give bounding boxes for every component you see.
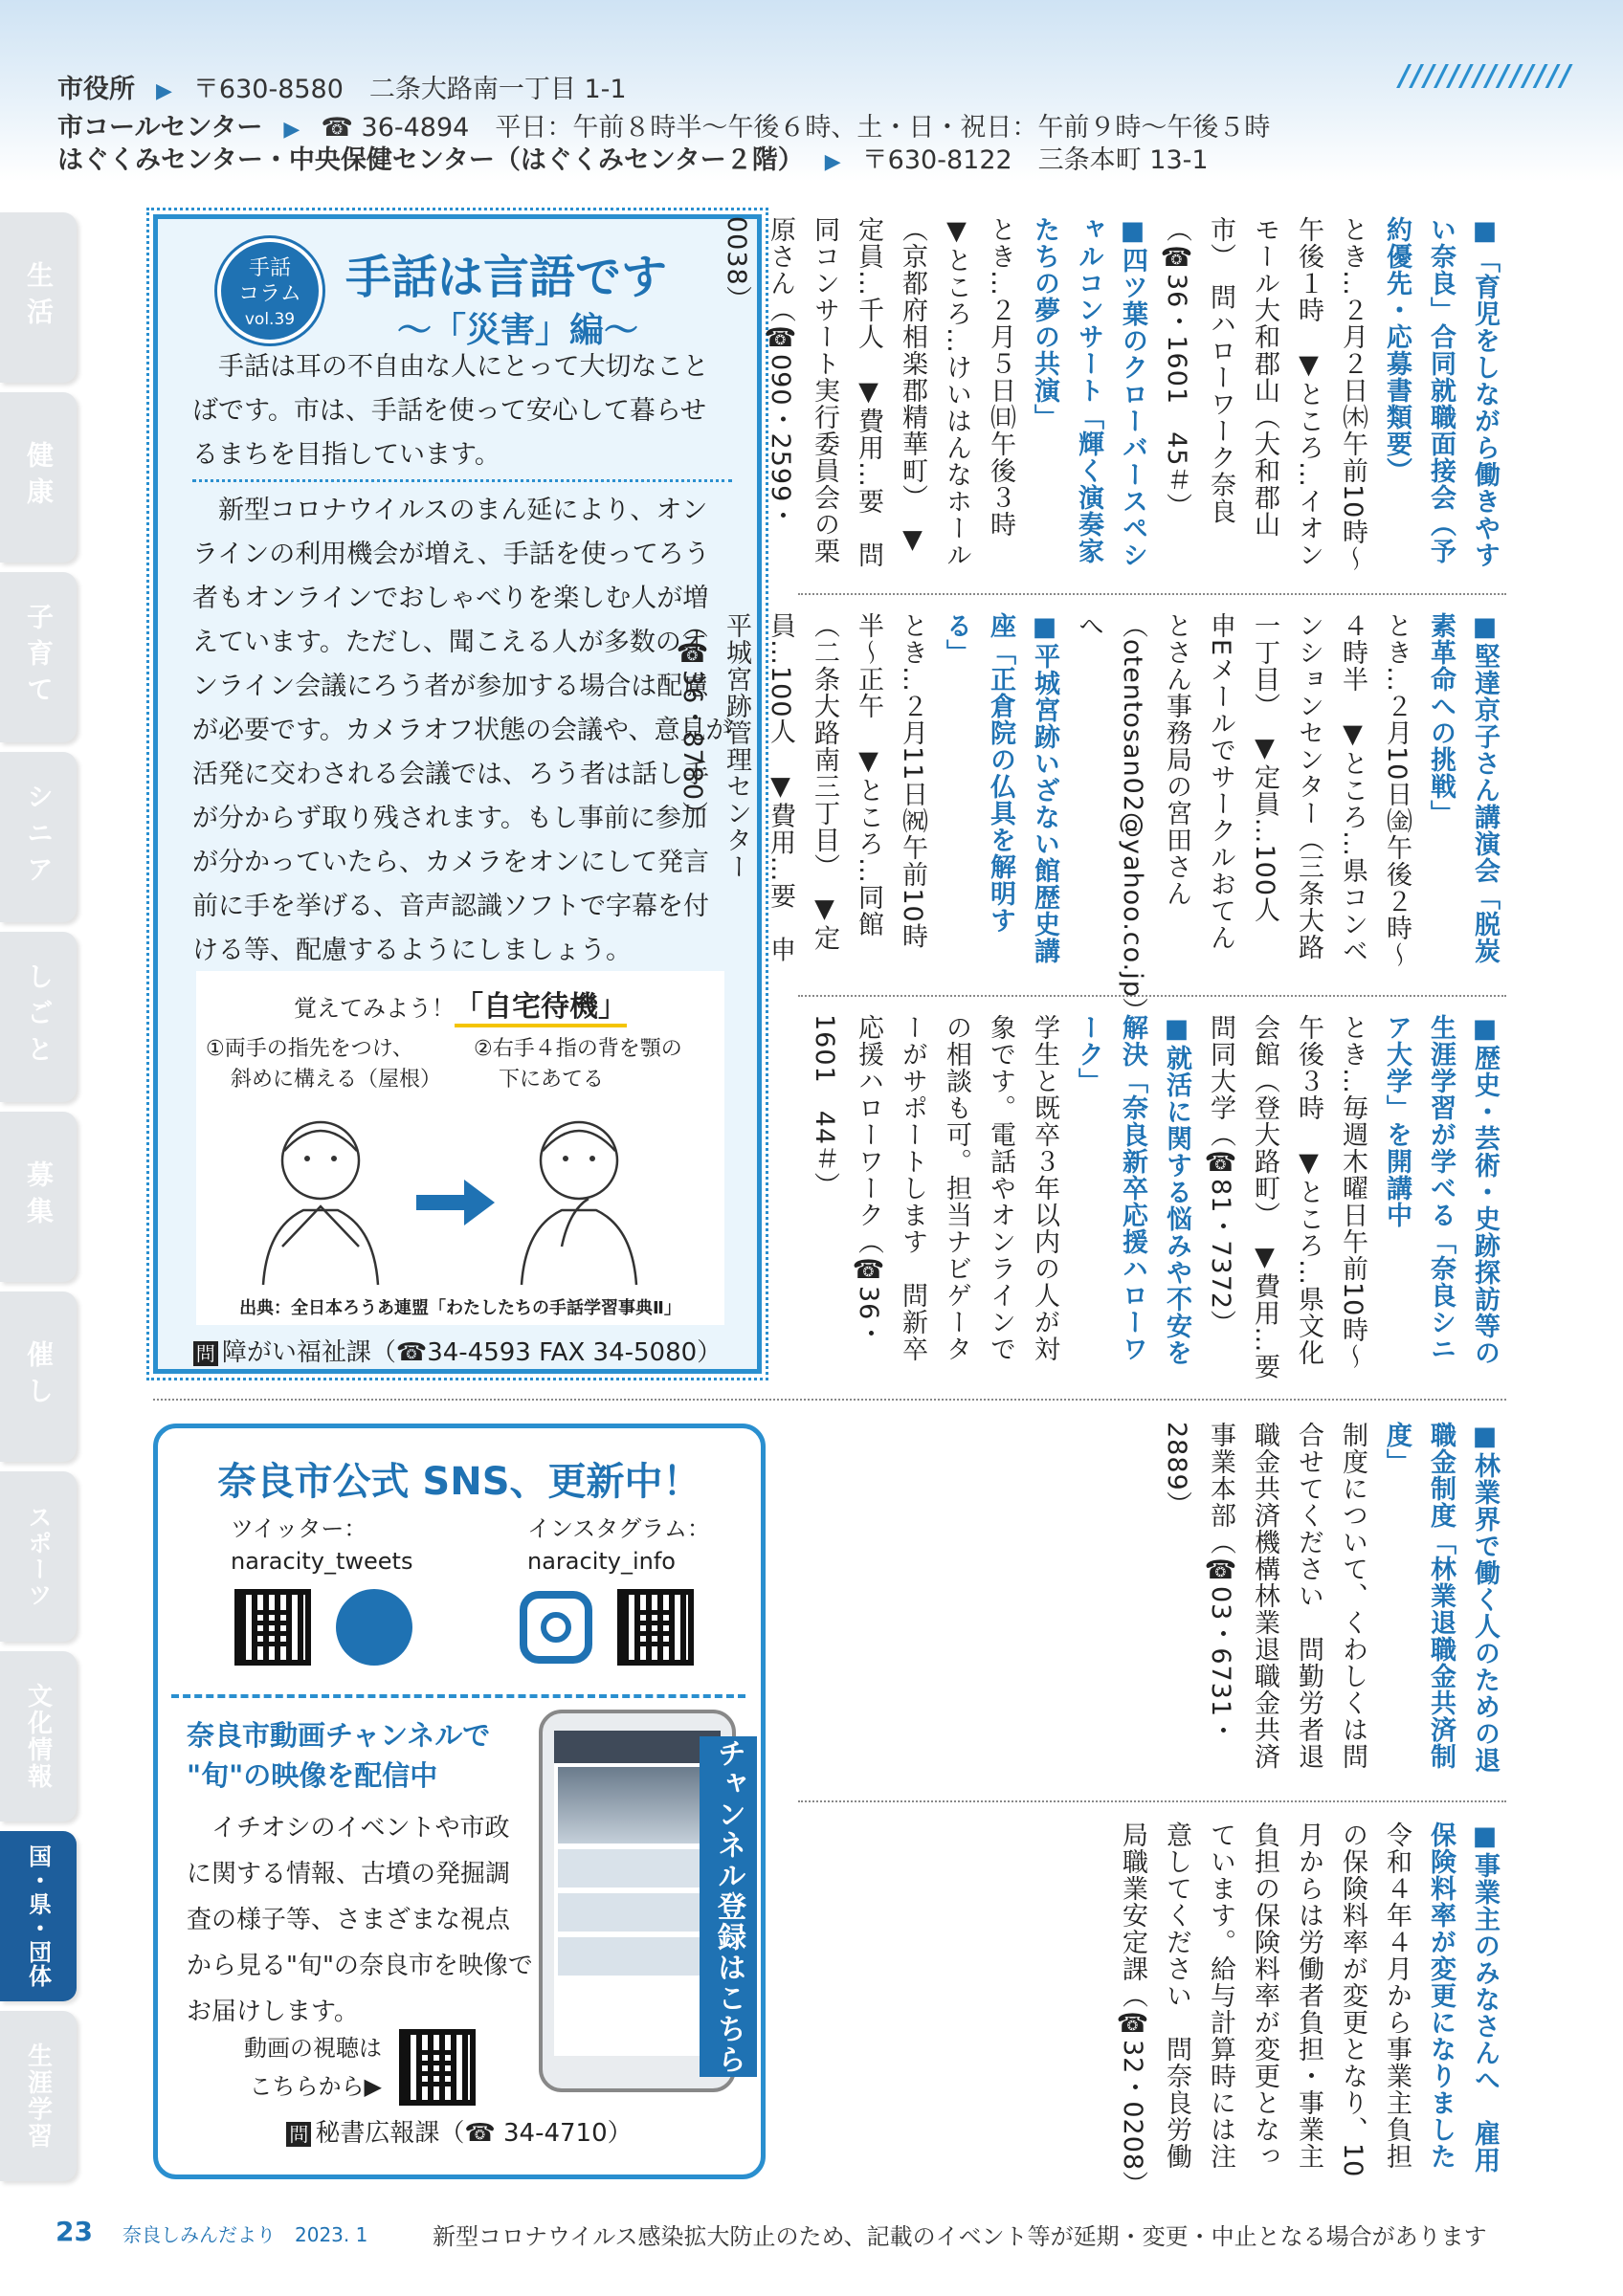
tab-culture[interactable]: 文化情報 [0,1651,77,1821]
divider [192,479,732,482]
tab-events[interactable]: 催し [0,1292,77,1462]
inquiry-mark: 問 [286,2122,311,2147]
qr-label-line: 動画の視聴は [244,2035,382,2062]
triangle-right-icon: ▶ [156,79,172,103]
article-senior-college [1198,1014,1506,1407]
contact-text: 秘書広報課（☎ 34-4710） [315,2119,633,2148]
triangle-right-icon: ▶ [283,118,300,142]
video-title-line: 奈良市動画チャンネルで [187,1719,491,1752]
footer-note: 新型コロナウイルス感染拡大防止のため、記載のイベント等が延期・変更・中止となる場合があります [433,2223,1487,2250]
article-body: 学生と既卒３年以内の人が対象です。電話やオンラインでの相談も可。担当ナビゲーターがサポートします 問新卒応援ハローワーク（☎36・1601 44＃） [810,1014,1059,1362]
column-subtitle: ～「災害」編～ [397,311,639,350]
header-label: はぐくみセンター・中央保健センター（はぐくみセンター２階） [57,145,804,175]
divider [153,1399,1506,1401]
articles-block-4 [798,1422,1506,1785]
arrow-right-icon [416,1180,495,1225]
step-2 [474,1034,682,1095]
article-title: ■ 四ツ葉のクローバースペシャルコンサート「輝く演奏家たちの夢の共演」 [1030,216,1147,568]
person-2-hair [543,1131,615,1151]
article-job-hunting [802,1014,1198,1381]
video-qr-code[interactable] [399,2029,476,2106]
divider [798,593,1506,595]
person-2-body [522,1210,636,1285]
illustration-source: 出典：全日本ろうあ連盟「わたしたちの手話学習事典Ⅱ」 [239,1298,681,1318]
article-body: とき…２月２日㈭午前10時～午後１時 ▼ところ…イオンモール大和郡山（大和郡山市） 問ハローワーク奈良（☎36・1601 45＃） [1162,216,1367,573]
articles-block-3 [798,1014,1506,1407]
article-title: ■ 平城宮跡いざない館歴史講座「正倉院の仏具を解明する」 [942,612,1059,964]
person-1-body [263,1210,378,1285]
header-value: 〒630-8122 三条本町 13-1 [861,145,1209,175]
person-1-head [282,1122,359,1199]
sns-contact [158,2113,761,2149]
qr-label-line: こちらから▶ [249,2073,382,2100]
header-label: 市役所 [57,75,135,104]
triangle-right-icon: ▶ [824,150,841,174]
badge-volume: vol.39 [244,310,296,329]
articles-block-1 [722,216,1506,576]
article-body: とき…２月５日㈰午後３時 ▼ところ…けいはんなホール（京都府相楽郡精華町） ▼定員…千人 ▼費用…要 問同コンサート実行委員会の栗原さん（☎090・2599・0038） [722,216,1015,568]
column-intro: 手話は耳の不自由な人にとって大切なことばです。市は、手話を使って安心して暮らせるまちを目指しています。 [192,352,709,470]
step-text: 下にあてる [499,1068,605,1092]
phone-screen [554,1731,721,2056]
instagram-label [527,1512,710,1578]
article-body: 制度について、くわしくは問合せてください 問勤労者退職金共済機構林業退職金共済事業本部（☎03・6731・2889） [1162,1422,1367,1770]
column-contact [158,1333,757,1368]
illustration-title [196,982,724,1025]
header-row-call-center [57,111,1270,147]
phone-video-row [558,1893,717,1932]
twitter-id: naracity_tweets [231,1548,413,1575]
article-body: 令和４年４月から事業主負担の保険料率が変更となり、10月からは労働者負担・事業主負担の保険料率が変更となっています。給与計算時には注意してください 問奈良労働局職業安定課（☎32・0208） [1118,1821,1412,2198]
article-job-fair [1154,216,1506,576]
step-text: 斜めに構える（屋根） [231,1068,442,1092]
person-2-head [541,1122,617,1199]
article-heijo-lecture [670,612,1066,976]
twitter-label [231,1512,412,1578]
column-badge [217,238,322,343]
person-1-hair [284,1131,357,1151]
header-row-city-hall [57,73,627,109]
tab-health[interactable]: 健康 [0,392,77,563]
article-title: ■ 事業主のみなさんへ 雇用保険料率が変更になりました [1426,1821,1500,2174]
tab-recruitment[interactable]: 募集 [0,1112,77,1282]
instagram-id: naracity_info [527,1548,676,1575]
sns-box [153,1424,766,2179]
illustration-lead: 覚えてみよう！ [294,995,455,1022]
video-channel-body: イチオシのイベントや市政に関する情報、古墳の発掘調査の様子等、さまざまな視点から見る"旬"の奈良市を映像でお届けします。 [187,1814,533,2026]
phone-app-bar [554,1731,721,1763]
article-title: ■ 林業界で働く人のための退職金制度「林業退職金共済制度」 [1382,1422,1500,1774]
sns-title: 奈良市公式 SNS、更新中！ [217,1460,701,1504]
article-concert [714,216,1154,576]
publication-name: 奈良しみんだより 2023. 1 [122,2223,368,2246]
instagram-icon[interactable] [520,1591,592,1664]
footer [56,2216,1587,2254]
article-title: ■ 歴史・芸術・史跡探訪等の生涯学習が学べる「奈良シニア大学」を開講中 [1382,1014,1500,1366]
tab-childcare[interactable]: 子育て [0,572,77,742]
step-text: ②右手４指の背を顎の [474,1037,682,1061]
badge-line: コラム [238,282,301,306]
article-insurance-rate [1110,1821,1506,2198]
person-2-hand-chin [562,1199,589,1247]
articles-block-2 [678,612,1506,1025]
article-title: ■ 就活に関する悩みや不安を解決「奈良新卒応援ハローワーク」 [1074,1014,1191,1366]
article-body: とき…２月11日㈷午前10時半～正午 ▼ところ…同館（二条大路南三丁目） ▼定員…100人 ▼費用…要 申平城宮跡管理センター（☎36・8780） [678,612,927,963]
column-body: 新型コロナウイルスのまん延により、オンラインの利用機会が増え、手話を使ってろう者もオンラインでおしゃべりを楽しむ人が増えています。ただし、聞こえる人が多数のオンライン会議にろう者が参加する場合は配慮が必要です。カメラオフ状態の会議や、意見が活発に交わされる会議では、ろう者は話し手が分からず取り残されます。もし事前に参加が分かっていたら、カメラをオンにして発言前に手を挙げる、音声認識ソフトで字幕を付ける等、配慮するようにしましょう。 [192,496,732,965]
divider [798,995,1506,997]
instagram-qr-code[interactable] [617,1589,694,1666]
tab-sports[interactable]: スポーツ [0,1471,77,1642]
tab-work[interactable]: しごと [0,932,77,1102]
inquiry-mark: 問 [193,1341,218,1366]
divider [171,1694,745,1698]
twitter-icon[interactable] [336,1589,412,1666]
decorative-slashes: ////////////// [1399,59,1573,93]
person-1-hands-roof [282,1206,359,1247]
column-title: 手話は言語です [345,251,668,304]
step-text: ①両手の指先をつけ、 [206,1037,413,1061]
twitter-label-text: ツイッター： [231,1515,367,1542]
header-value: ☎ 36-4894 平日：午前８時半～午後６時、土・日・祝日：午前９時～午後５時 [321,113,1271,143]
video-title-line: "旬"の映像を配信中 [187,1759,438,1792]
articles-block-5 [798,1821,1506,2198]
article-title: ■ 「育児をしながら働きやすい奈良」合同就職面接会（予約優先・応募書類要） [1382,216,1500,568]
header-label: 市コールセンター [57,113,263,143]
contact-text: 障がい福祉課（☎34-4593 FAX 34-5080） [221,1338,723,1367]
article-lecture [1066,612,1506,1025]
sign-figures-illustration [225,1103,696,1291]
illustration-word: 「自宅待機」 [455,990,627,1027]
page-number: 23 [56,2216,93,2247]
instagram-label-text: インスタグラム： [527,1515,711,1542]
phone-video-row [558,1937,717,1976]
subscribe-channel-tag[interactable]: チャンネル登録はこちら [700,1736,757,2077]
step-1 [206,1034,441,1095]
phone-banner-image [558,1767,717,1843]
badge-line: 手話 [248,256,291,280]
article-body: とき…２月10日㈮午後２時～４時半 ▼ところ…県コンベンションセンター（三条大路一丁目） ▼定員…100人 申Eメールでサークルおてんとさん事務局の宮田さん（otentosan02@yahoo.co.jp）へ [1074,612,1412,1025]
article-body: とき…毎週木曜日午前10時～午後３時 ▼ところ…県文化会館（登大路町） ▼費用…要 問同大学（☎81・7372） [1206,1014,1367,1407]
phone-video-row [558,1849,717,1888]
sign-illustration [196,971,724,1325]
tab-senior[interactable]: シニア [0,752,77,922]
tab-lifelong-learning[interactable]: 生涯学習 [0,2011,77,2181]
header-row-hagukumi-center [57,144,1209,180]
article-title: ■ 堅達京子さん講演会「脱炭素革命への挑戦」 [1426,612,1500,964]
tab-life[interactable]: 生活 [0,212,77,383]
twitter-qr-code[interactable] [234,1589,311,1666]
video-channel-title [187,1715,490,1796]
tab-national-prefecture-groups[interactable]: 国・県・団体 [0,1831,77,2001]
video-qr-label [244,2029,382,2106]
article-forestry-pension [1154,1422,1506,1785]
divider [798,1800,1506,1802]
header-value: 〒630-8580 二条大路南一丁目 1-1 [192,75,627,104]
